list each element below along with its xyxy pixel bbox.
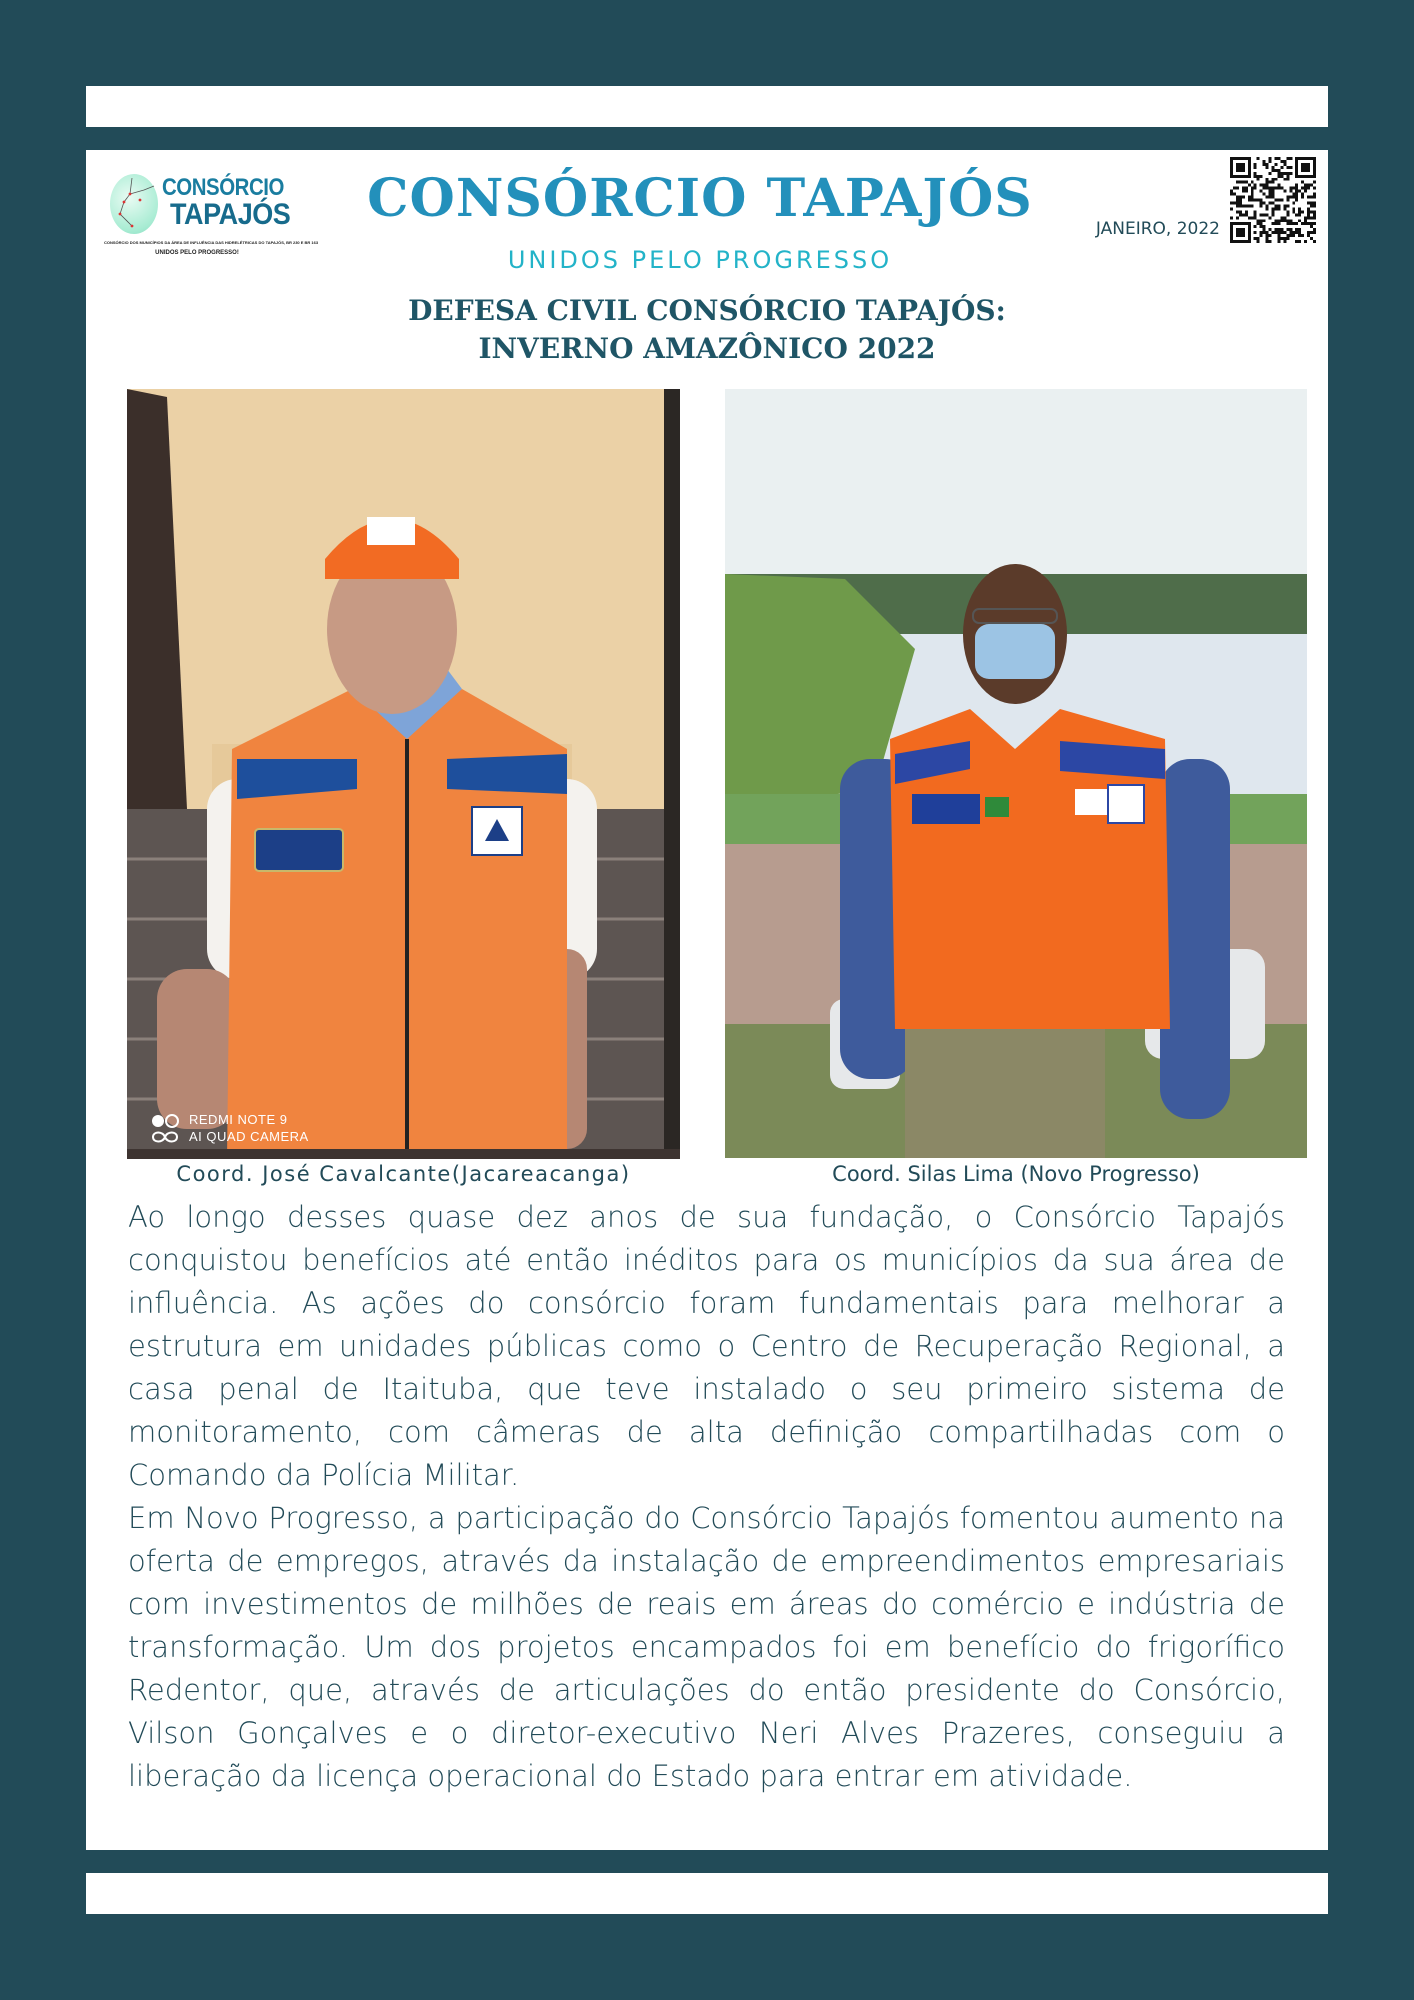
top-white-bar	[86, 86, 1328, 127]
article-headline	[300, 292, 1114, 368]
headline-line-1: DEFESA CIVIL CONSÓRCIO TAPAJÓS:	[408, 294, 1006, 327]
photo-silas-lima	[725, 389, 1307, 1158]
bottom-white-bar	[86, 1873, 1328, 1914]
issue-date: JANEIRO, 2022	[1095, 219, 1220, 239]
camera-brand-icon	[151, 1113, 179, 1145]
qr-code-icon	[1230, 157, 1316, 243]
article-paragraph: Ao longo desses quase dez anos de sua fundação, o Consórcio Tapajós conquistou benefícios até então inéditos para os municípios da sua área de influência. As ações do consórcio foram fundamentais para melhorar a estrutura em unidades públicas como o Centro de Recuperação Regional, a casa penal de Itaituba, que teve instalado o seu primeiro sistema de monitoramento, com câmeras de alta definição compartilhadas com o Comando da Polícia Militar.	[128, 1200, 1285, 1492]
logo-word-tapajos: TAPAJÓS	[170, 198, 291, 231]
logo-word-consorcio: CONSÓRCIO	[162, 174, 284, 201]
article-paragraph: Em Novo Progresso, a participação do Consórcio Tapajós fomentou aumento na oferta de empregos, através da instalação de empreendimentos empresariais com investimentos de milhões de reais em áreas do comércio e indústria de transformação. Um dos projetos encampados foi em benefício do frigorífico Redentor, que, através de articulações do então presidente do Consórcio, Vilson Gonçalves e o diretor-executivo Neri Alves Prazeres, conseguiu a liberação da licença operacional do Estado para entrar em atividade.	[128, 1501, 1285, 1793]
masthead-subtitle: UNIDOS PELO PROGRESSO	[507, 246, 893, 274]
article-body	[128, 1196, 1285, 1798]
watermark-line-1: REDMI NOTE 9	[189, 1112, 288, 1127]
watermark-line-2: AI QUAD CAMERA	[189, 1129, 309, 1144]
masthead-title: CONSÓRCIO TAPAJÓS	[367, 168, 1033, 229]
photo-caption-right: Coord. Silas Lima (Novo Progresso)	[832, 1162, 1200, 1186]
logo-motto: UNIDOS PELO PROGRESSO!	[155, 250, 239, 256]
map-logo-icon	[110, 174, 158, 234]
consorcio-logo	[104, 170, 319, 262]
photo-jose-cavalcante	[127, 389, 680, 1159]
headline-line-2: INVERNO AMAZÔNICO 2022	[478, 332, 936, 365]
logo-fine-print: CONSÓRCIO DOS MUNICÍPIOS DA ÁREA DE INFLUÊNCIA DAS HIDRELÉTRICAS DO TAPAJÓS, BR 230 E BR 163	[104, 240, 319, 245]
photo-caption-left: Coord. José Cavalcante(Jacareacanga)	[176, 1162, 631, 1186]
